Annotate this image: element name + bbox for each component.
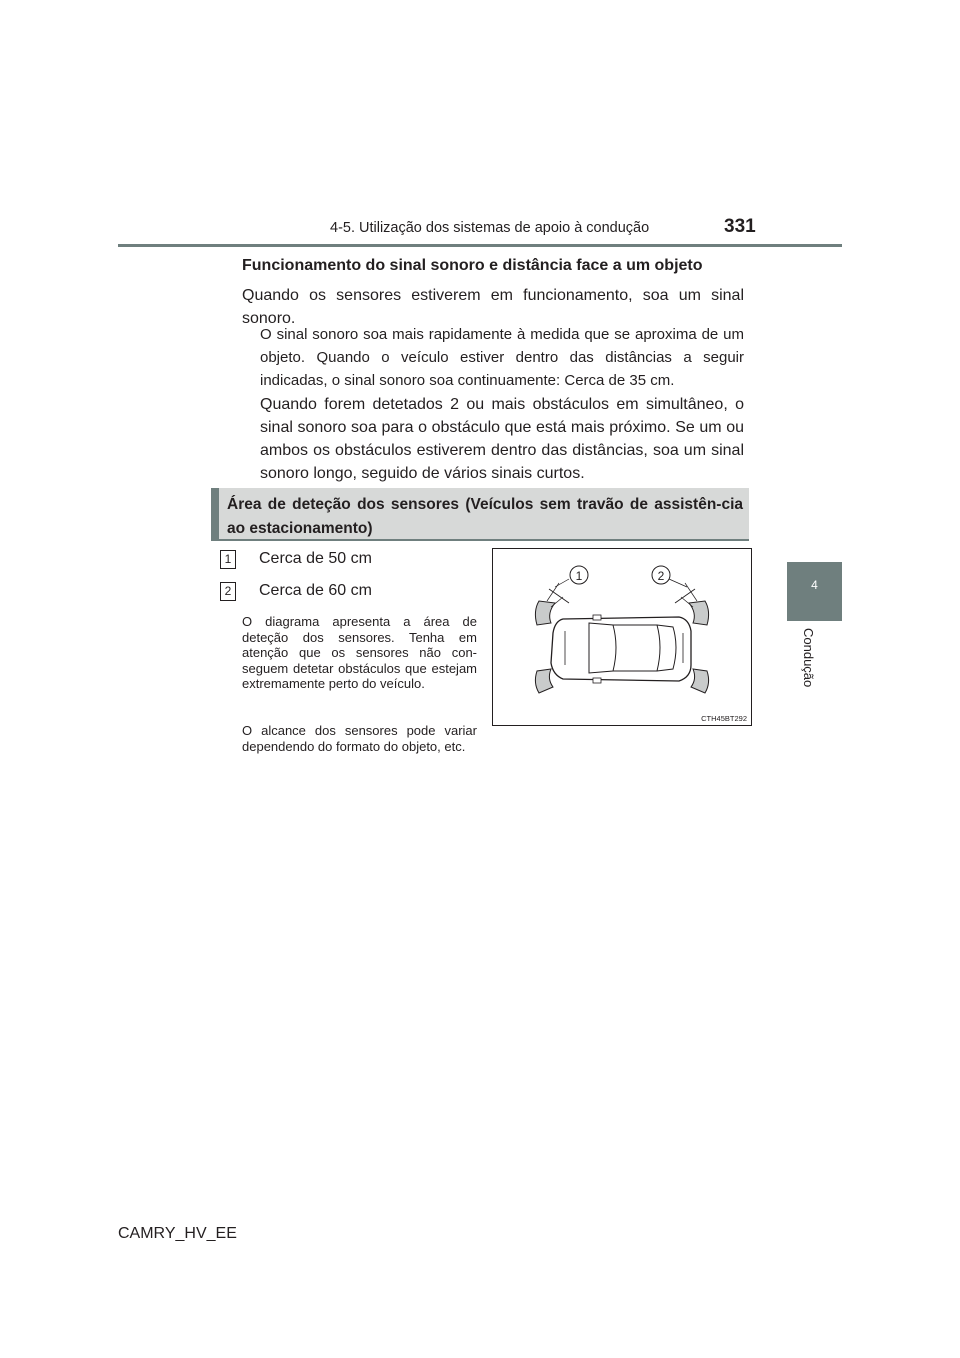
subheading: Funcionamento do sinal sonoro e distância face a um objeto [242, 257, 703, 274]
intro-paragraph: Quando os sensores estiverem em funcionamento, soa um sinal sonoro. [242, 287, 744, 327]
header-section-title: 4-5. Utilização dos sistemas de apoio à condução [330, 220, 650, 236]
note-paragraph-1: O sinal sonoro soa mais rapidamente à medida que se aproxima de um objeto. Quando o veículo estiver dentro das distâncias a seguir indicadas, o sinal sonoro soa continuamente: Cerca de 35 cm. [260, 326, 744, 389]
section-header [211, 488, 749, 541]
list-item [218, 581, 372, 601]
list-item-text: Cerca de 50 cm [259, 550, 372, 567]
section-title: Área de deteção dos sensores (Veículos sem travão de assistên-cia ao estacionamento) [227, 496, 743, 537]
callout-1-label: 1 [575, 569, 583, 583]
list-item-text: Cerca de 60 cm [259, 582, 372, 599]
note-paragraph-2: Quando forem detetados 2 ou mais obstáculos em simultâneo, o sinal sonoro soa para o obstáculo que está mais próximo. Se um ou ambos os obstáculos estiverem dentro das distâncias, soa um sinal sonoro longo, seguido de vários sinais curtos. [260, 396, 744, 482]
section-header-bar [211, 488, 219, 541]
car-top-view-with-sensor-zones-icon [493, 549, 751, 725]
callout-badge: 2 [220, 582, 236, 601]
chapter-tab-label-wrap [776, 628, 842, 708]
header-divider [118, 244, 842, 247]
chapter-tab-number: 4 [811, 578, 818, 592]
callout-2-label: 2 [657, 569, 665, 583]
sensor-note-2: O alcance dos sensores pode variar dependendo do formato do objeto, etc. [242, 723, 477, 754]
page-number: 331 [724, 216, 756, 237]
footer-model-code: CAMRY_HV_EE [118, 1225, 237, 1242]
figure-code: CTH45BT292 [701, 714, 747, 723]
list-item [218, 549, 372, 569]
chapter-tab-label: Condução [801, 628, 816, 688]
sensor-area-figure [492, 548, 752, 726]
callout-badge: 1 [220, 550, 236, 569]
sensor-note-1: O diagrama apresenta a área de deteção dos sensores. Tenha em atenção que os sensores não con-seguem detetar obstáculos que estejam extremamente perto do veículo. [242, 614, 477, 691]
